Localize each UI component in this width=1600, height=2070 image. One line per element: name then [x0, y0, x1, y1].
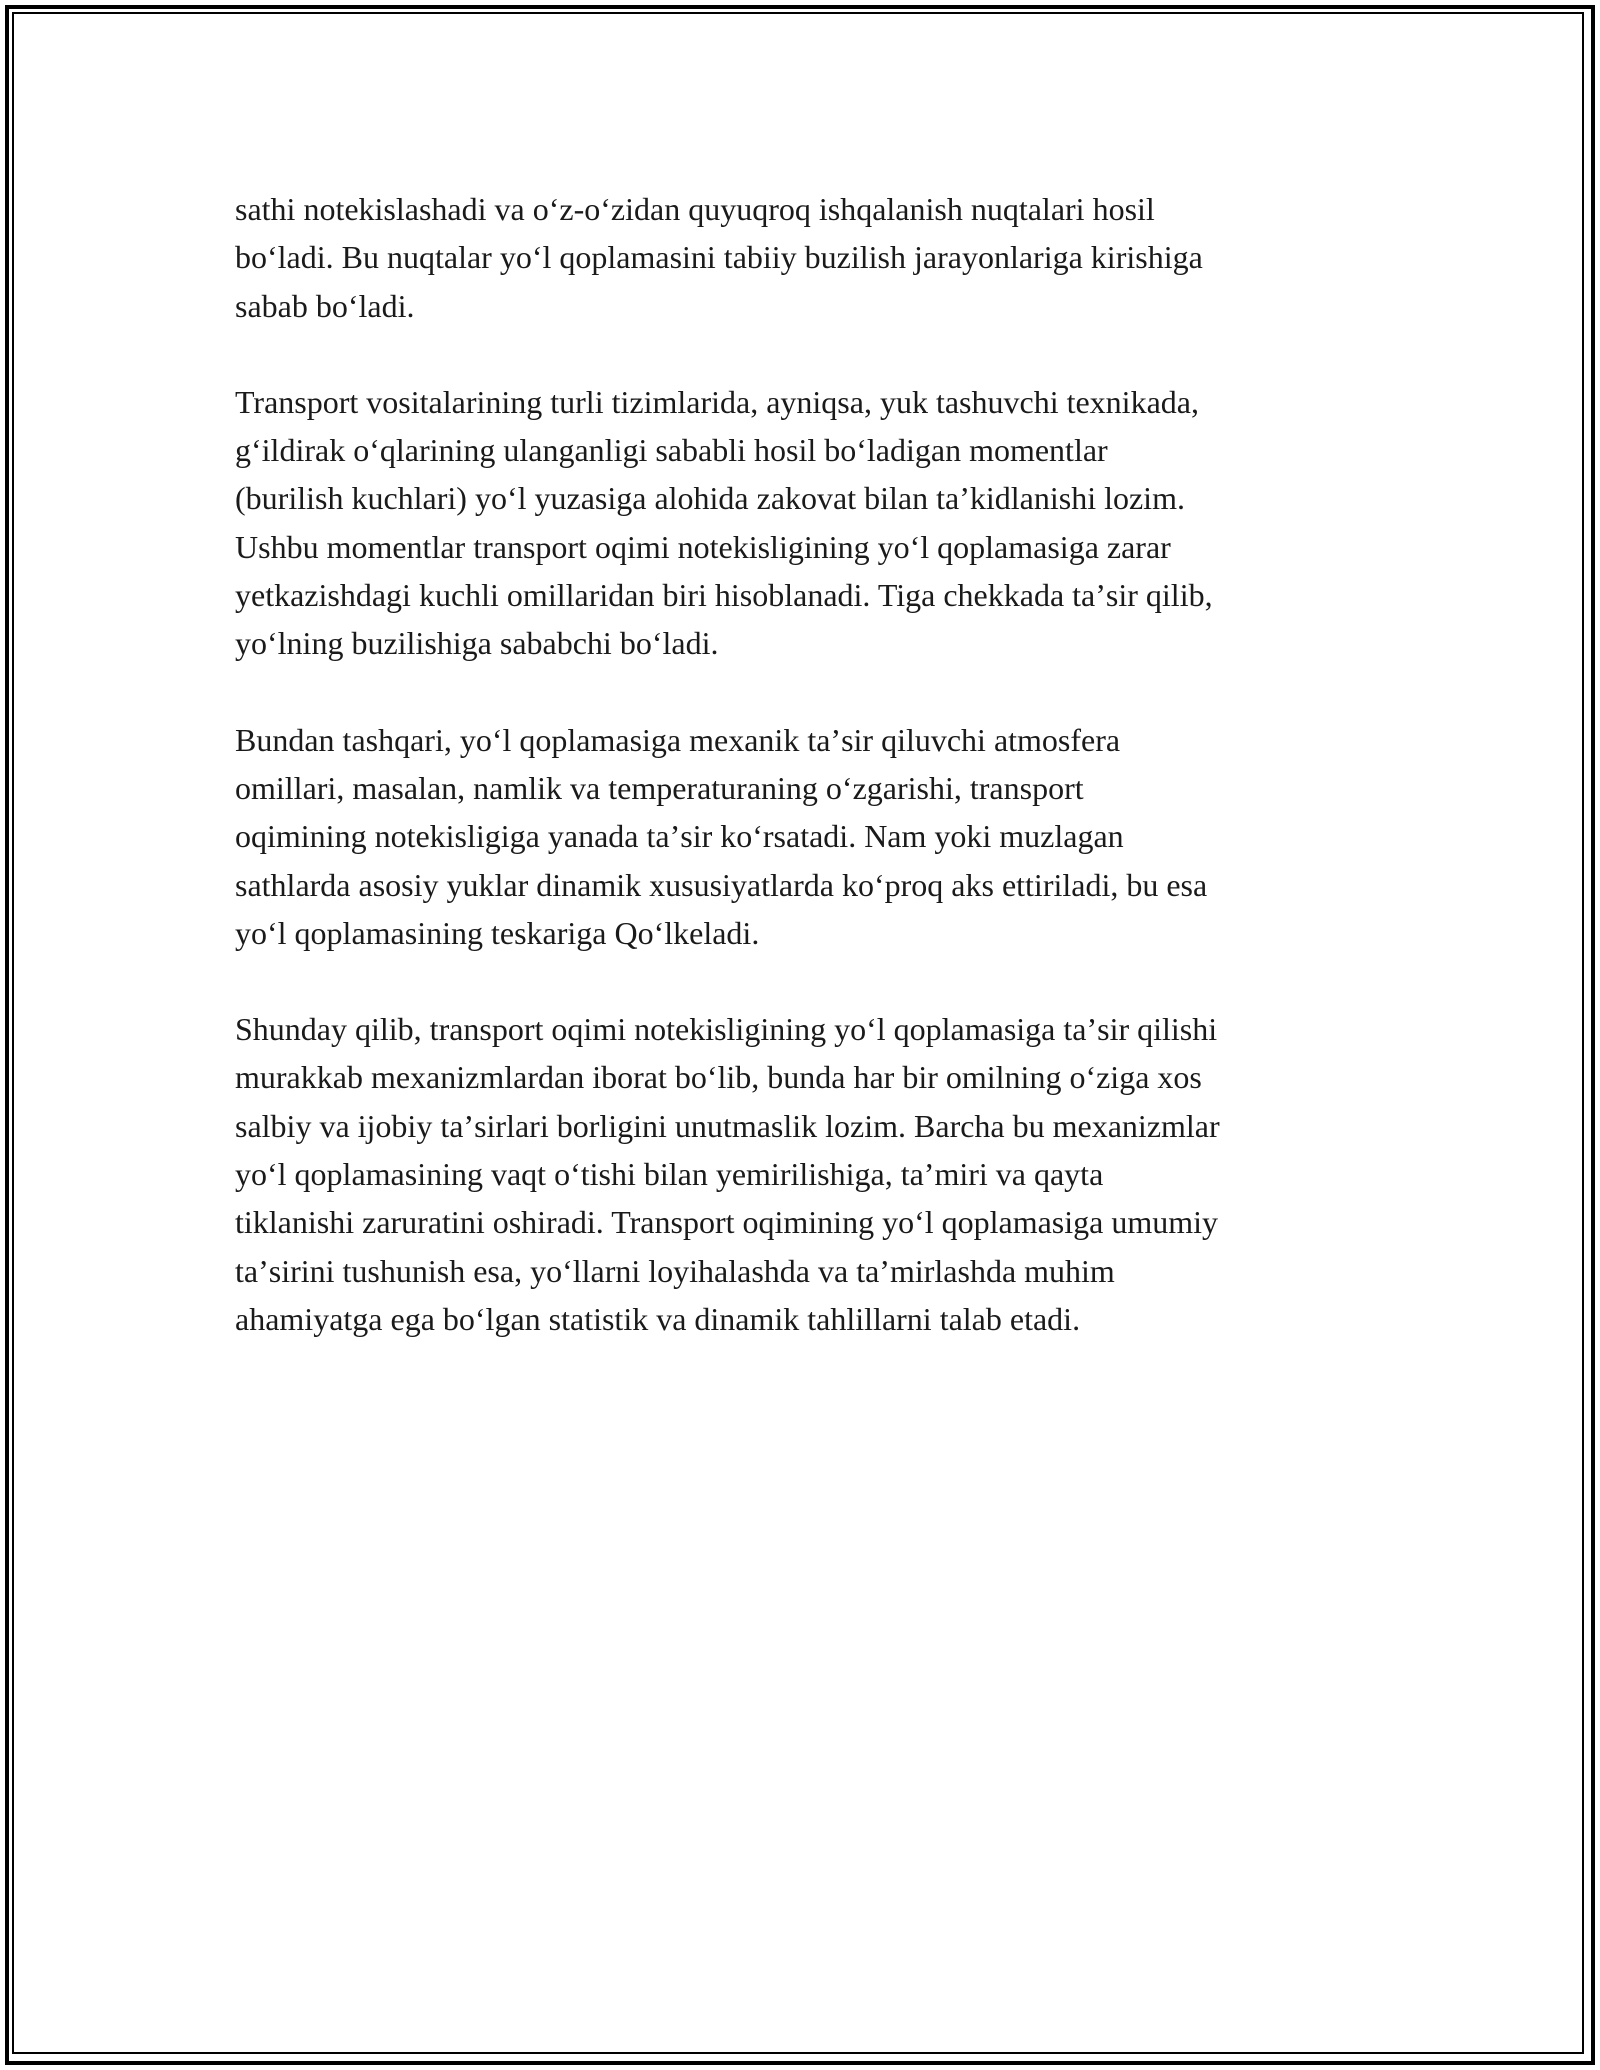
- text-line: ahamiyatga ega boʻlgan statistik va dinamik tahlillarni talab etadi.: [235, 1300, 1081, 1337]
- text-line: yoʻlning buzilishiga sababchi boʻladi.: [235, 625, 719, 662]
- text-line: boʻladi. Bu nuqtalar yoʻl qoplamasini tabiiy buzilish jarayonlariga kirishiga: [235, 239, 1203, 276]
- text-line: murakkab mexanizmlardan iborat boʻlib, bunda har bir omilning oʻziga xos: [235, 1059, 1202, 1096]
- text-line: Bundan tashqari, yoʻl qoplamasiga mexanik taʼsir qiluvchi atmosfera: [235, 721, 1121, 758]
- text-line: Transport vositalarining turli tizimlarida, ayniqsa, yuk tashuvchi texnikada,: [235, 383, 1199, 420]
- text-line: sathlarda asosiy yuklar dinamik xususiyatlarda koʻproq aks ettiriladi, bu esa: [235, 866, 1208, 903]
- text-line: yetkazishdagi kuchli omillaridan biri hisoblanadi. Tiga chekkada taʼsir qilib,: [235, 577, 1213, 614]
- text-line: omillari, masalan, namlik va temperaturaning oʻzgarishi, transport: [235, 769, 1084, 806]
- paragraph-4: [235, 1005, 1375, 1343]
- text-line: gʻildirak oʻqlarining ulanganligi sababli hosil boʻladigan momentlar: [235, 432, 1108, 469]
- document-body: [235, 185, 1375, 1391]
- text-line: taʼsirini tushunish esa, yoʻllarni loyihalashda va taʼmirlashda muhim: [235, 1252, 1115, 1289]
- text-line: Ushbu momentlar transport oqimi notekisligining yoʻl qoplamasiga zarar: [235, 528, 1171, 565]
- text-line: sabab boʻladi.: [235, 287, 415, 324]
- paragraph-2: [235, 378, 1375, 668]
- text-line: (burilish kuchlari) yoʻl yuzasiga alohida zakovat bilan taʼkidlanishi lozim.: [235, 480, 1185, 517]
- text-line: yoʻl qoplamasining vaqt oʻtishi bilan yemirilishiga, taʼmiri va qayta: [235, 1156, 1104, 1193]
- paragraph-3: [235, 716, 1375, 957]
- text-line: yoʻl qoplamasining teskariga Qoʻlkeladi.: [235, 914, 760, 951]
- text-line: sathi notekislashadi va oʻz-oʻzidan quyuqroq ishqalanish nuqtalari hosil: [235, 191, 1155, 227]
- text-line: Shunday qilib, transport oqimi notekisligining yoʻl qoplamasiga taʼsir qilishi: [235, 1011, 1218, 1048]
- paragraph-1: [235, 185, 1375, 330]
- text-line: tiklanishi zaruratini oshiradi. Transport oqimining yoʻl qoplamasiga umumiy: [235, 1204, 1219, 1241]
- text-line: salbiy va ijobiy taʼsirlari borligini unutmaslik lozim. Barcha bu mexanizmlar: [235, 1107, 1220, 1144]
- text-line: oqimining notekisligiga yanada taʼsir koʻrsatadi. Nam yoki muzlagan: [235, 818, 1124, 855]
